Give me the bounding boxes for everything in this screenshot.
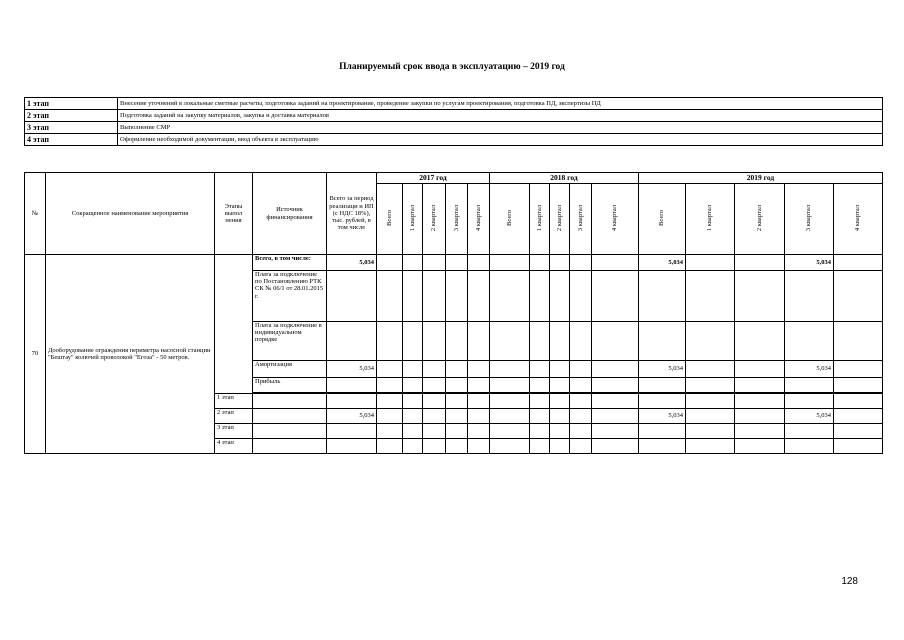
header-2018-q2: 2 квартал bbox=[550, 184, 570, 255]
table-row bbox=[25, 255, 883, 271]
amortization-2019-q3-value: 5,034 bbox=[785, 361, 834, 378]
source-connection-rtk: Плата за подключение по Постановлению РТК СК № 06/1 от 28.01.2015 г. bbox=[253, 271, 327, 322]
header-2017-q3: 3 квартал bbox=[446, 184, 468, 255]
stage-row bbox=[25, 134, 883, 146]
stage-label: 4 этап bbox=[215, 439, 253, 454]
header-stages: Этапы выпол нения bbox=[215, 173, 253, 255]
header-2017-q2: 2 квартал bbox=[423, 184, 446, 255]
stage-description: Оформление необходимой документации, ввод объекта в эксплуатацию bbox=[118, 134, 883, 146]
stage2-2019-value: 5,034 bbox=[639, 409, 686, 424]
total-value: 5,034 bbox=[327, 255, 377, 271]
header-2018-total: Всего bbox=[490, 184, 530, 255]
stage-description: Выполнение СМР bbox=[118, 122, 883, 134]
header-2018-q3: 3 квартал bbox=[570, 184, 592, 255]
measure-name: Дооборудование ограждения периметра насосной станции "Бештау" колючей проволокой "Егоза" - 50 метров. bbox=[46, 255, 215, 454]
source-total: Всего, в том числе: bbox=[253, 255, 327, 271]
total-2019-value: 5,034 bbox=[639, 255, 686, 271]
stage-description: Подготовка заданий на закупку материалов, закупка и доставка материалов bbox=[118, 110, 883, 122]
stage2-total-value: 5,034 bbox=[327, 409, 377, 424]
header-2019-q1: 1 квартал bbox=[686, 184, 735, 255]
header-name: Сокращенное наименование мероприятия bbox=[46, 173, 215, 255]
stage2-2019-q3-value: 5,034 bbox=[785, 409, 834, 424]
stage-row bbox=[25, 98, 883, 110]
header-2017-q4: 4 квартал bbox=[468, 184, 490, 255]
header-2018-q4: 4 квартал bbox=[592, 184, 639, 255]
stage-name: 3 этап bbox=[25, 122, 118, 134]
source-profit: Прибыль bbox=[253, 378, 327, 393]
source-amortization: Амортизация bbox=[253, 361, 327, 378]
header-2019-q3: 3 квартал bbox=[785, 184, 834, 255]
header-year-2017: 2017 год bbox=[377, 173, 490, 184]
header-2017-q1: 1 квартал bbox=[403, 184, 423, 255]
stage-row bbox=[25, 110, 883, 122]
stage-row bbox=[25, 122, 883, 134]
header-year-2018: 2018 год bbox=[490, 173, 639, 184]
amortization-2019-value: 5,034 bbox=[639, 361, 686, 378]
header-total: Всего за период реализаци и ИП (с НДС 18%), тыс. рублей, в том числе bbox=[327, 173, 377, 255]
header-source: Источник финансирования bbox=[253, 173, 327, 255]
stage-label: 2 этап bbox=[215, 409, 253, 424]
investment-schedule-table bbox=[24, 172, 883, 454]
header-2017-total: Всего bbox=[377, 184, 403, 255]
source-connection-individual: Плата за подключение в индивидуальном порядке bbox=[253, 322, 327, 361]
row-number: 70 bbox=[25, 255, 46, 454]
stage-label: 3 этап bbox=[215, 424, 253, 439]
stage-name: 4 этап bbox=[25, 134, 118, 146]
page-number: 128 bbox=[841, 576, 858, 587]
header-2019-total: Всего bbox=[639, 184, 686, 255]
page-title: Планируемый срок ввода в эксплуатацию – 2019 год bbox=[339, 62, 565, 72]
stage-description: Внесение уточнений в локальные сметные расчеты, подготовка заданий на проектирование, проведение закупки по услугам проектирования, подготовка ПД, экспертизы ПД bbox=[118, 98, 883, 110]
stage-name: 2 этап bbox=[25, 110, 118, 122]
header-year-2019: 2019 год bbox=[639, 173, 883, 184]
header-2019-q2: 2 квартал bbox=[735, 184, 785, 255]
header-2019-q4: 4 квартал bbox=[834, 184, 883, 255]
header-2018-q1: 1 квартал bbox=[530, 184, 550, 255]
amortization-value: 5,034 bbox=[327, 361, 377, 378]
stage-label: 1 этап bbox=[215, 394, 253, 409]
stages-legend-table bbox=[24, 97, 883, 146]
header-num: № bbox=[25, 173, 46, 255]
stages-cell bbox=[215, 255, 253, 394]
stage-name: 1 этап bbox=[25, 98, 118, 110]
total-2019-q3-value: 5,034 bbox=[785, 255, 834, 271]
